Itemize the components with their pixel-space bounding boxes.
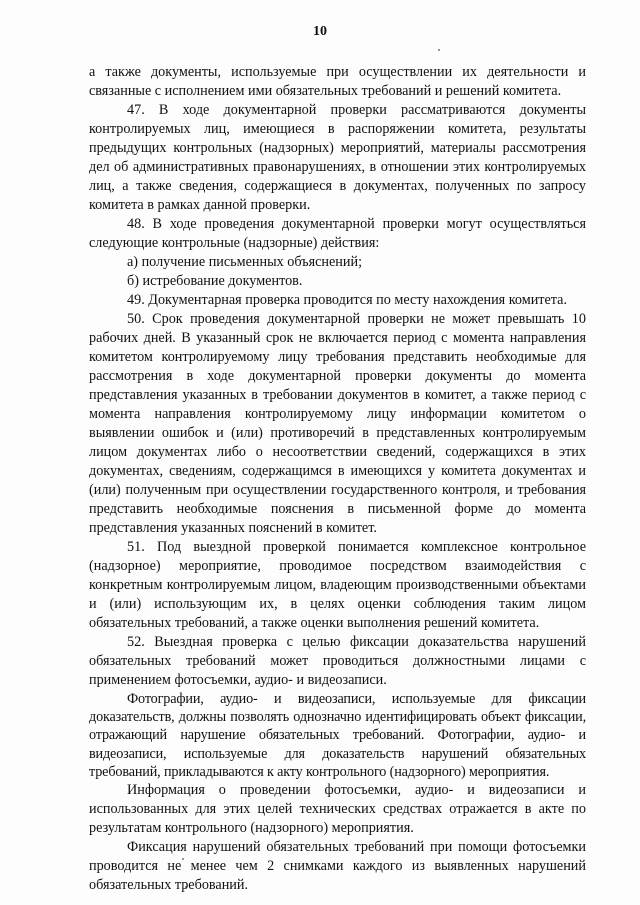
paragraph-continuation: а также документы, используемые при осуществлении их деятельности и связанные с исполнением ими обязательных требований и решений комитета. — [89, 64, 586, 99]
body-text — [89, 63, 586, 895]
paragraph-48: 48. В ходе проведения документарной проверки могут осуществляться следующие контрольные (надзорные) действия: — [89, 216, 586, 251]
list-item-a: а) получение письменных объяснений; — [127, 254, 363, 270]
paragraph-52: 52. Выездная проверка с целью фиксации доказательства нарушений обязательных требований может проводиться должностными лицами с применением фотосъемки, аудио- и видеозаписи. — [89, 634, 586, 688]
paragraph-49: 49. Документарная проверка проводится по месту нахождения комитета. — [127, 292, 568, 308]
paragraph-50: 50. Срок проведения документарной проверки не может превышать 10 рабочих дней. В указанный срок не включается период с момента направления комитетом контролируемому лицу требования представить необходимые для рассмотрения в ходе документарной проверки документы до момента представления указанных в требовании документов в комитет, а также период с момента направления контролируемому лицу информации комитетом о выявлении ошибок и (или) противоречий в представленных контролируемым лицом документах либо о несоответствии сведений, содержащихся в этих документах, сведениям, содержащимся в имеющихся у комитета документах и (или) полученным при осуществлении государственного контроля, и требования представить необходимые пояснения в письменной форме до момента представления указанных пояснений в комитет. — [89, 311, 586, 536]
paragraph-recording-info: Информация о проведении фотосъемки, аудио- и видеозаписи и использованных для этих целей технических средствах отражается в акте по результатам контрольного (надзорного) мероприятия. — [89, 782, 586, 837]
scan-speck — [438, 49, 440, 51]
paragraph-fixation: Фиксация нарушений обязательных требований при помощи фотосъемки проводится не менее чем 2 снимками каждого из выявленных нарушений обязательных требований. — [89, 839, 586, 894]
paragraph-photos: Фотографии, аудио- и видеозаписи, используемые для фиксации доказательств, должны позволять однозначно идентифицировать объект фиксации, отражающий нарушение обязательных требований. Фотографии, аудио- и видеозаписи, используемые для доказательств нарушений обязательных требований, прикладываются к акту контрольного (надзорного) мероприятия. — [89, 691, 586, 780]
paragraph-51: 51. Под выездной проверкой понимается комплексное контрольное (надзорное) мероприятие, проводимое посредством взаимодействия с конкретным контролируемым лицом, владеющим производственными объектами и (или) использующим их, в целях оценки соблюдения таким лицом обязательных требований, а также оценки выполнения решений комитета. — [89, 539, 586, 631]
list-item-b: б) истребование документов. — [127, 273, 303, 289]
page-number: 10 — [313, 24, 327, 39]
paragraph-47: 47. В ходе документарной проверки рассматриваются документы контролируемых лиц, имеющиеся в распоряжении комитета, результаты предыдущих контрольных (надзорных) мероприятий, материалы рассмотрения дел об административных правонарушениях, в отношении этих контролируемых лиц, а также сведения, содержащиеся в документах, полученных по запросу комитета в рамках данной проверки. — [89, 102, 586, 213]
